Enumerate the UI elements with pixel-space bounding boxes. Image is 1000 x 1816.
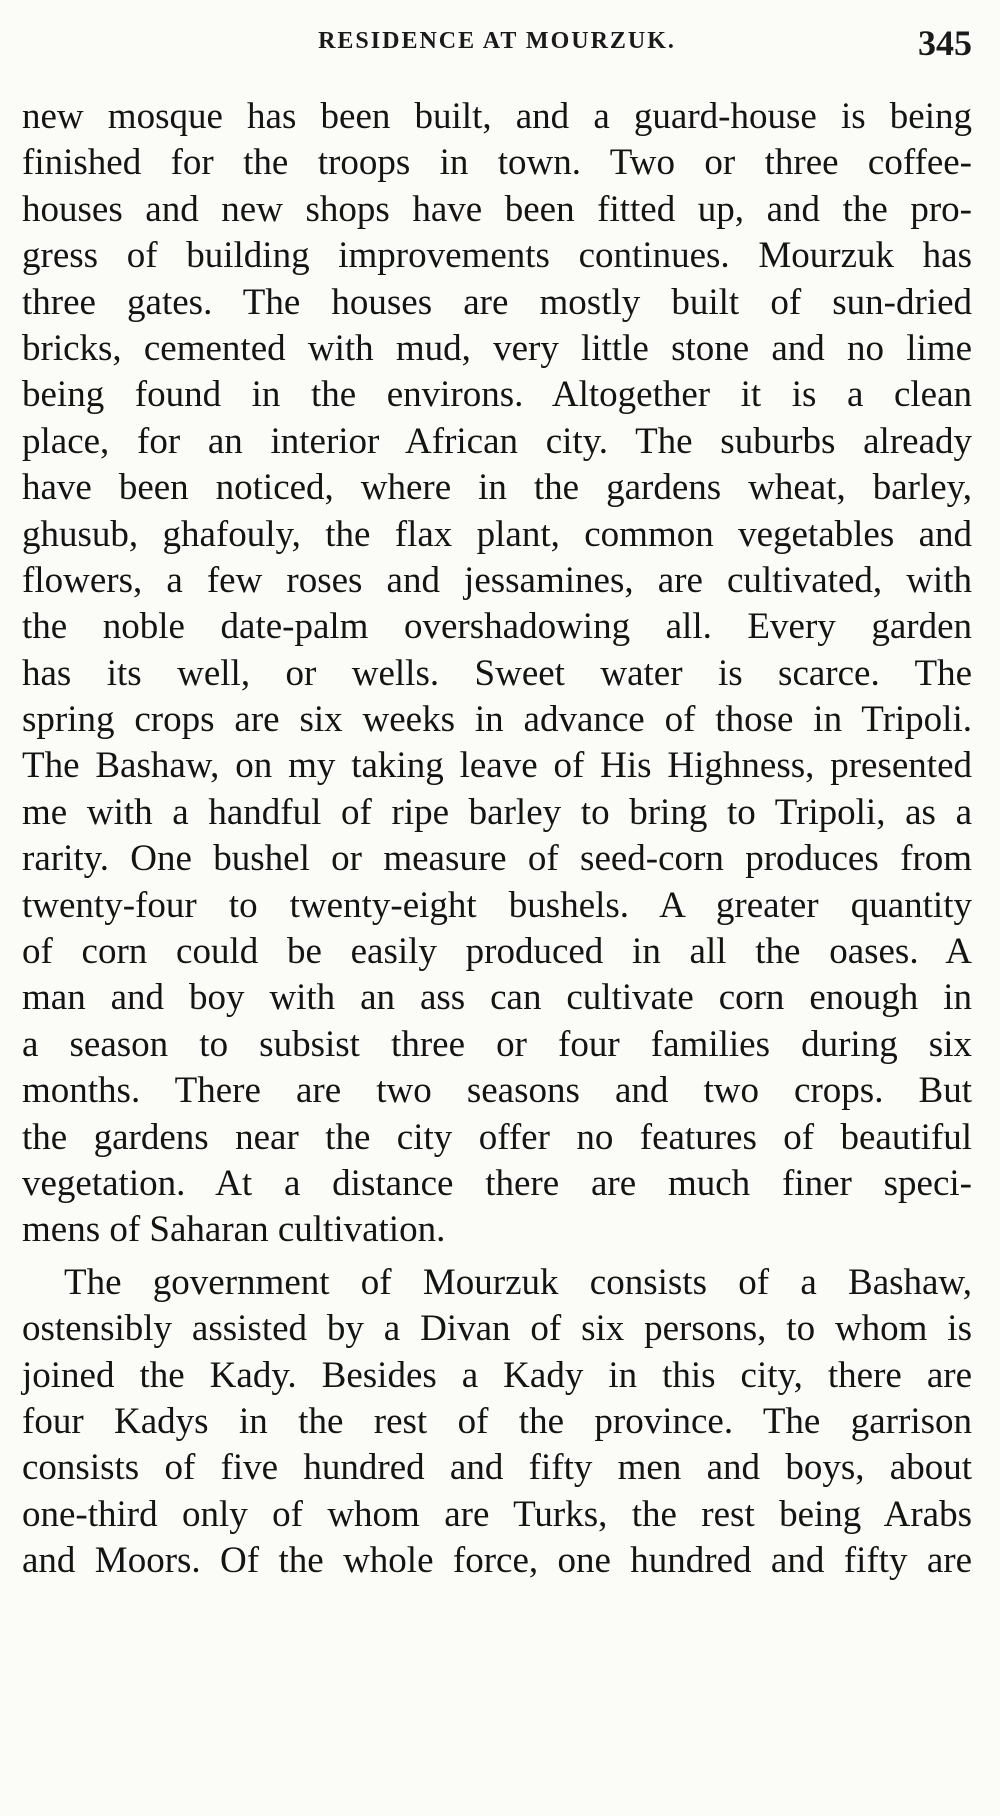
text-line: three gates. The houses are mostly built of sun-dried (22, 281, 972, 323)
text-line: of corn could be easily produced in all the oases. A (22, 931, 972, 973)
text-line: the gardens near the city offer no features of beautiful (22, 1116, 972, 1158)
text-line: joined the Kady. Besides a Kady in this city, there are (22, 1354, 972, 1396)
text-line: one-third only of whom are Turks, the rest being Arabs (22, 1493, 972, 1535)
text-line: spring crops are six weeks in advance of those in Tripoli. (22, 699, 972, 741)
text-line: has its well, or wells. Sweet water is scarce. The (22, 652, 972, 694)
text-line: ostensibly assisted by a Divan of six persons, to whom is (22, 1308, 972, 1350)
text-line: finished for the troops in town. Two or three coffee- (22, 142, 972, 184)
text-line: place, for an interior African city. The suburbs already (22, 420, 972, 462)
paragraph-1 (22, 94, 972, 1254)
text-line: four Kadys in the rest of the province. The garrison (22, 1400, 972, 1442)
text-line: man and boy with an ass can cultivate corn enough in (22, 977, 972, 1019)
text-line: twenty-four to twenty-eight bushels. A greater quantity (22, 884, 972, 926)
body-text (22, 94, 972, 1585)
text-line: a season to subsist three or four families during six (22, 1023, 972, 1065)
text-line: me with a handful of ripe barley to bring to Tripoli, as a (22, 791, 972, 833)
text-line: have been noticed, where in the gardens wheat, barley, (22, 467, 972, 509)
text-line: mens of Saharan cultivation. (22, 1209, 446, 1251)
text-line: houses and new shops have been fitted up, and the pro- (22, 188, 972, 230)
text-line: gress of building improvements continues. Mourzuk has (22, 235, 972, 277)
text-line: rarity. One bushel or measure of seed-corn produces from (22, 838, 972, 880)
text-line: flowers, a few roses and jessamines, are cultivated, with (22, 559, 972, 601)
paragraph-2 (22, 1260, 972, 1585)
text-line: vegetation. At a distance there are much finer speci- (22, 1162, 972, 1204)
text-line: the noble date-palm overshadowing all. Every garden (22, 606, 972, 648)
text-line: new mosque has been built, and a guard-house is being (22, 96, 972, 137)
text-line: consists of five hundred and fifty men and boys, about (22, 1447, 972, 1489)
page-header (22, 22, 972, 72)
running-head: RESIDENCE AT MOURZUK. (318, 28, 676, 54)
text-line: months. There are two seasons and two crops. But (22, 1070, 972, 1112)
text-line: and Moors. Of the whole force, one hundred and fifty are (22, 1540, 972, 1582)
page-number: 345 (918, 23, 972, 63)
text-line: The Bashaw, on my taking leave of His Highness, presented (22, 745, 972, 787)
text-line: The government of Mourzuk consists of a Bashaw, (64, 1261, 972, 1303)
text-line: ghusub, ghafouly, the flax plant, common vegetables and (22, 513, 972, 555)
text-line: bricks, cemented with mud, very little stone and no lime (22, 327, 972, 369)
text-line: being found in the environs. Altogether it is a clean (22, 374, 972, 416)
